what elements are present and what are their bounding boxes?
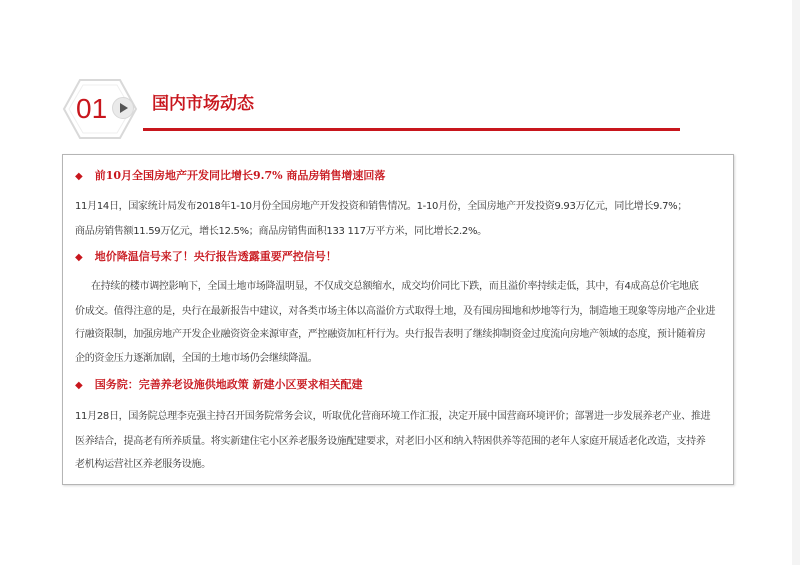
news-heading-1: ◆ 前10月全国房地产开发同比增长9.7% 商品房销售增速回落 [75,169,386,182]
play-icon[interactable] [112,97,134,119]
news-text-line: 11月28日，国务院总理李克强主持召开国务院常务会议，听取优化营商环境工作汇报，决定开展中国营商环境评价；部署进一步发展养老产业、推进 [75,411,711,422]
diamond-bullet-icon: ◆ [75,252,83,263]
news-text-line: 11月14日，国家统计局发布2018年1-10月份全国房地产开发投资和销售情况。1-10月份，全国房地产开发投资9.93万亿元，同比增长9.7%； [75,201,688,212]
news-text-line: 商品房销售额11.59万亿元，增长12.5%；商品房销售面积133 117万平方米，同比增长2.2%。 [75,226,487,237]
page-edge [792,0,800,565]
diamond-bullet-icon: ◆ [75,171,83,182]
news-text-line: 价成交。值得注意的是，央行在最新报告中建议，对各类市场主体以高溢价方式取得土地，及有囤房囤地和炒地等行为，制造地王现象等房地产企业进 [75,306,716,317]
page-title: 国内市场动态 [152,94,254,114]
news-text-line: 医养结合，提高老有所养质量。将实新建住宅小区养老服务设施配建要求，对老旧小区和纳入特困供养等范围的老年人家庭开展适老化改造，支持养 [75,436,706,447]
news-panel [62,154,734,485]
news-text-line: 老机构运营社区养老服务设施。 [75,459,211,470]
section-number: 01 [76,93,108,124]
news-text-line: 行融资限制，加强房地产开发企业融资资金来源审查，严控融资加杠杆行为。央行报告表明了继续抑制资金过度流向房地产领域的态度，预计随着房 [75,329,706,340]
news-text-line: 企的资金压力逐渐加剧，全国的土地市场仍会继续降温。 [75,353,318,364]
title-divider [143,128,680,131]
news-heading-3: ◆ 国务院：完善养老设施供地政策 新建小区要求相关配建 [75,378,363,391]
news-heading-2: ◆ 地价降温信号来了！央行报告透露重要严控信号！ [75,250,337,263]
diamond-bullet-icon: ◆ [75,380,83,391]
news-text-line: 在持续的楼市调控影响下，全国土地市场降温明显，不仅成交总额缩水，成交均价同比下跌，而且溢价率持续走低，其中，有4成高总价宅地底 [91,281,699,292]
